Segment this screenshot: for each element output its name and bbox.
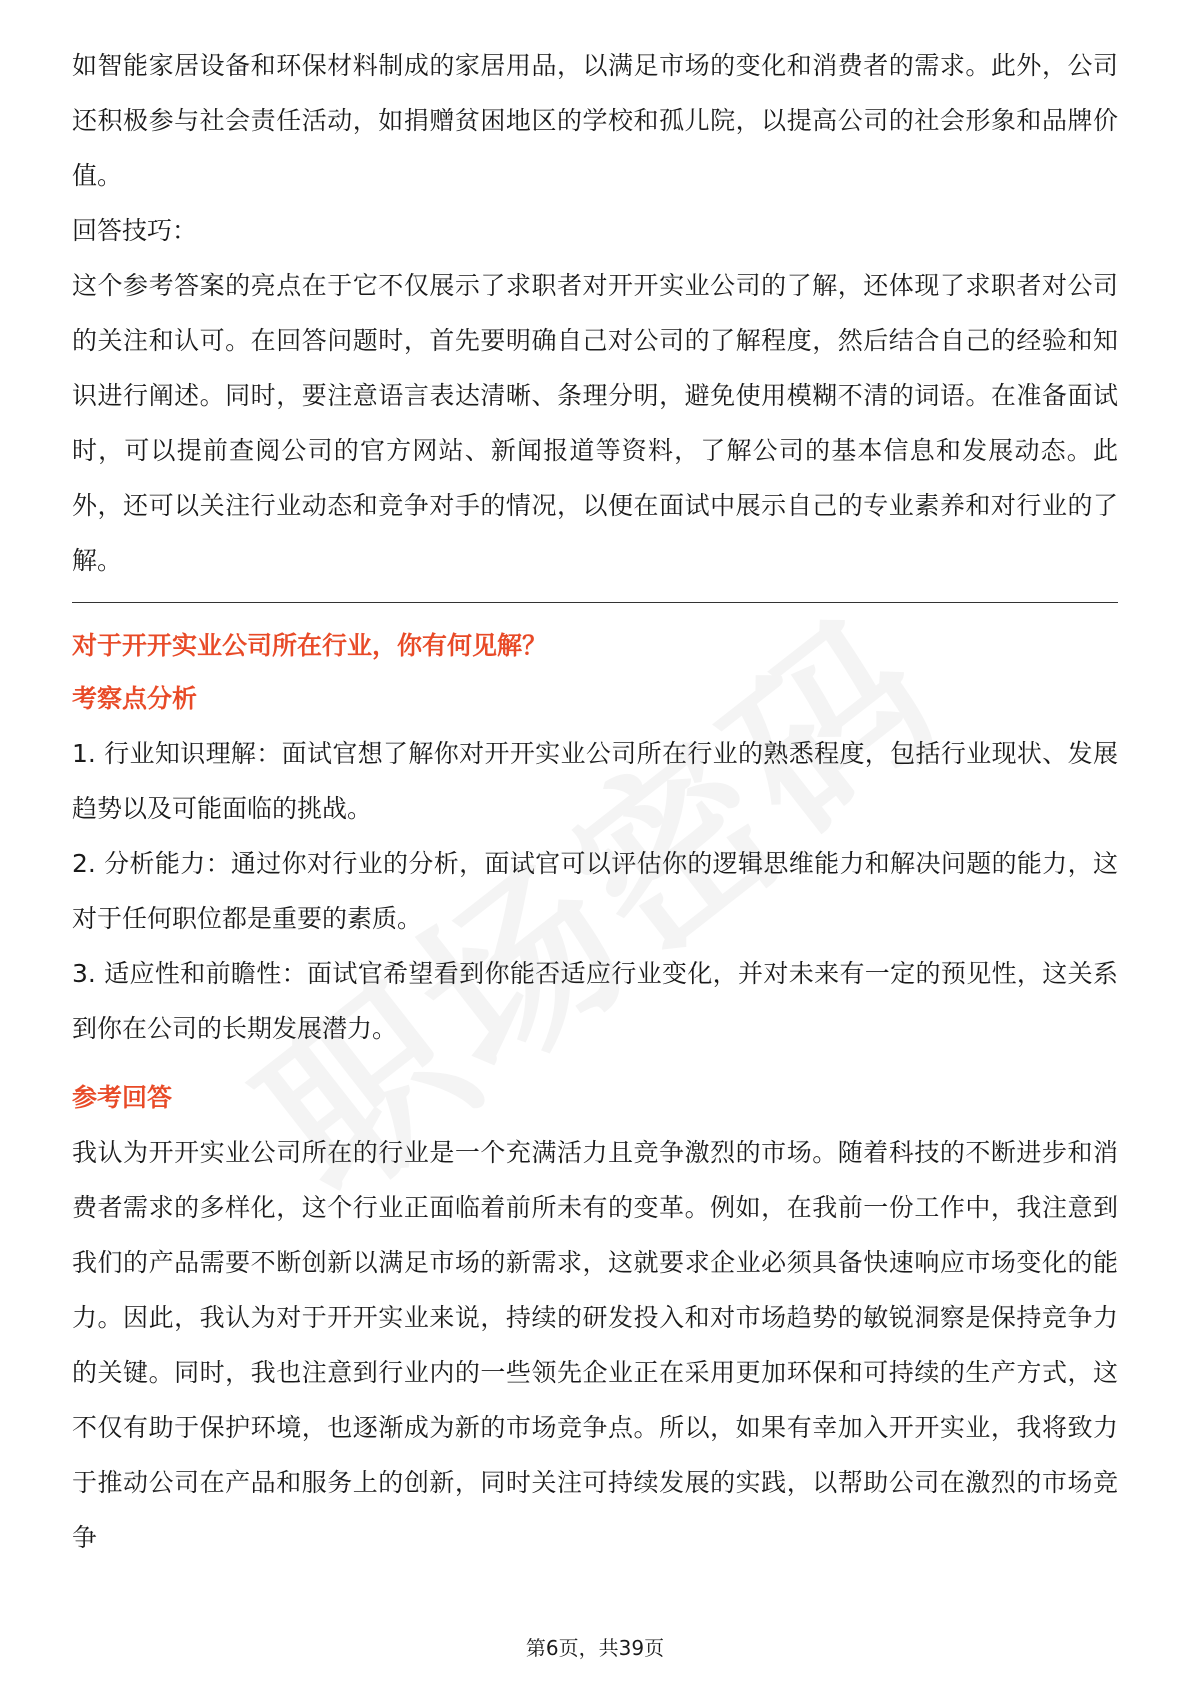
page-number: 第6页，共39页 (525, 1636, 665, 1660)
analysis-point: 3. 适应性和前瞻性：面试官希望看到你能否适应行业变化，并对未来有一定的预见性，这关系到你在公司的长期发展潜力。 (72, 959, 1118, 1043)
tips-label: 回答技巧： (72, 216, 198, 245)
question-title: 对于开开实业公司所在行业，你有何见解？ (72, 631, 548, 660)
analysis-point: 1. 行业知识理解：面试官想了解你对开开实业公司所在行业的熟悉程度，包括行业现状、发展趋势以及可能面临的挑战。 (72, 739, 1118, 823)
document-page (72, 38, 1118, 1565)
analysis-point: 2. 分析能力：通过你对行业的分析，面试官可以评估你的逻辑思维能力和解决问题的能力，这对于任何职位都是重要的素质。 (72, 849, 1118, 933)
intro-paragraph: 如智能家居设备和环保材料制成的家居用品，以满足市场的变化和消费者的需求。此外，公司还积极参与社会责任活动，如捐赠贫困地区的学校和孤儿院，以提高公司的社会形象和品牌价值。 (72, 51, 1118, 190)
analysis-heading: 考察点分析 (72, 684, 198, 713)
tips-paragraph: 这个参考答案的亮点在于它不仅展示了求职者对开开实业公司的了解，还体现了求职者对公司的关注和认可。在回答问题时，首先要明确自己对公司的了解程度，然后结合自己的经验和知识进行阐述。同时，要注意语言表达清晰、条理分明，避免使用模糊不清的词语。在准备面试时，可以提前查阅公司的官方网站、新闻报道等资料，了解公司的基本信息和发展动态。此外，还可以关注行业动态和竞争对手的情况，以便在面试中展示自己的专业素养和对行业的了解。 (72, 271, 1118, 575)
answer-paragraph: 我认为开开实业公司所在的行业是一个充满活力且竞争激烈的市场。随着科技的不断进步和消费者需求的多样化，这个行业正面临着前所未有的变革。例如，在我前一份工作中，我注意到我们的产品需要不断创新以满足市场的新需求，这就要求企业必须具备快速响应市场变化的能力。因此，我认为对于开开实业来说，持续的研发投入和对市场趋势的敏锐洞察是保持竞争力的关键。同时，我也注意到行业内的一些领先企业正在采用更加环保和可持续的生产方式，这不仅有助于保护环境，也逐渐成为新的市场竞争点。所以，如果有幸加入开开实业，我将致力于推动公司在产品和服务上的创新，同时关注可持续发展的实践，以帮助公司在激烈的市场竞争 (72, 1138, 1118, 1552)
section-divider (72, 602, 1118, 603)
answer-heading: 参考回答 (72, 1083, 173, 1112)
